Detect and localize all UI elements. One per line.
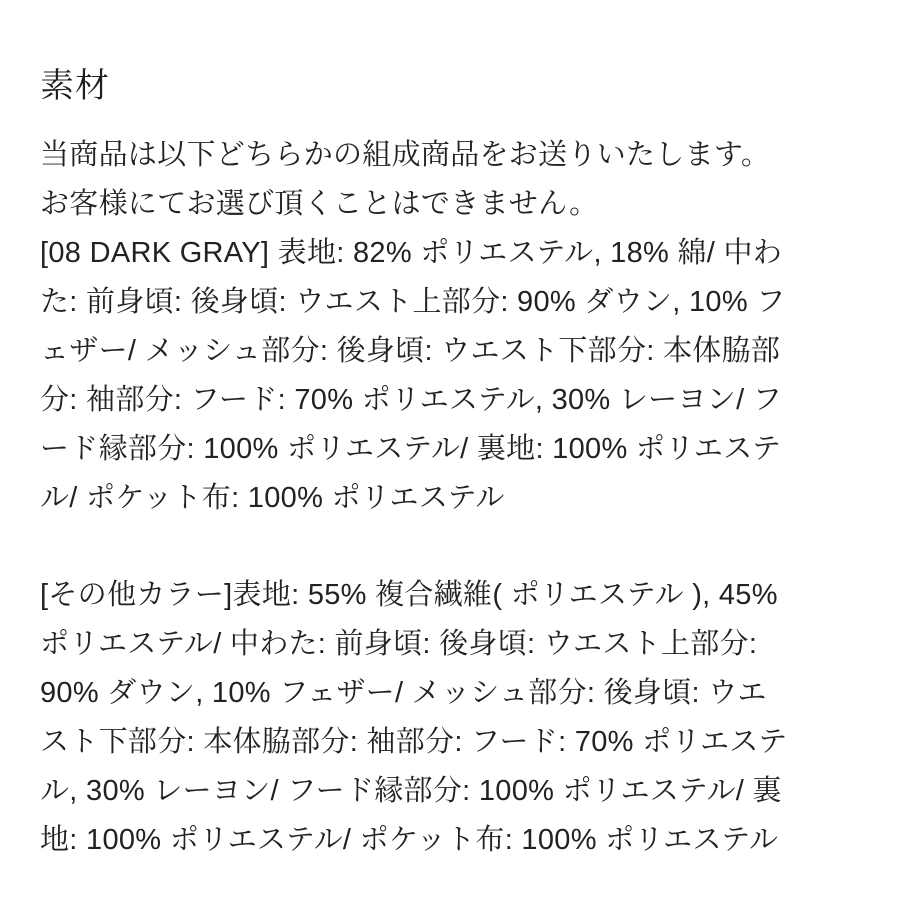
composition-other-colors — [40, 571, 860, 865]
text-line: ポリエステル/ 中わた: 前身頃: 後身頃: ウエスト上部分: — [40, 628, 758, 660]
text-line: [その他カラー]表地: 55% 複合繊維( ポリエステル ), 45% — [40, 579, 778, 611]
text-line: ード縁部分: 100% ポリエステル/ 裏地: 100% ポリエステ — [40, 433, 782, 465]
text-line: 当商品は以下どちらかの組成商品をお送りいたします。 — [40, 139, 771, 171]
text-line: 90% ダウン, 10% フェザー/ メッシュ部分: 後身頃: ウエ — [40, 677, 767, 709]
text-line: スト下部分: 本体脇部分: 袖部分: フード: 70% ポリエステ — [40, 726, 788, 758]
text-line: お客様にてお選び頂くことはできません。 — [40, 188, 599, 220]
text-line: ル, 30% レーヨン/ フード縁部分: 100% ポリエステル/ 裏 — [40, 775, 782, 807]
availability-notice — [40, 131, 860, 229]
composition-dark-gray — [40, 229, 860, 523]
text-line: た: 前身頃: 後身頃: ウエスト上部分: 90% ダウン, 10% フ — [40, 286, 786, 318]
material-section-title: 素材 — [40, 67, 110, 105]
text-line: 地: 100% ポリエステル/ ポケット布: 100% ポリエステル — [40, 824, 779, 856]
text-line: [08 DARK GRAY] 表地: 82% ポリエステル, 18% 綿/ 中わ — [40, 237, 783, 269]
text-line: ル/ ポケット布: 100% ポリエステル — [40, 482, 505, 514]
text-line: ェザー/ メッシュ部分: 後身頃: ウエスト下部分: 本体脇部 — [40, 335, 781, 367]
text-line: 分: 袖部分: フード: 70% ポリエステル, 30% レーヨン/ フ — [40, 384, 783, 416]
